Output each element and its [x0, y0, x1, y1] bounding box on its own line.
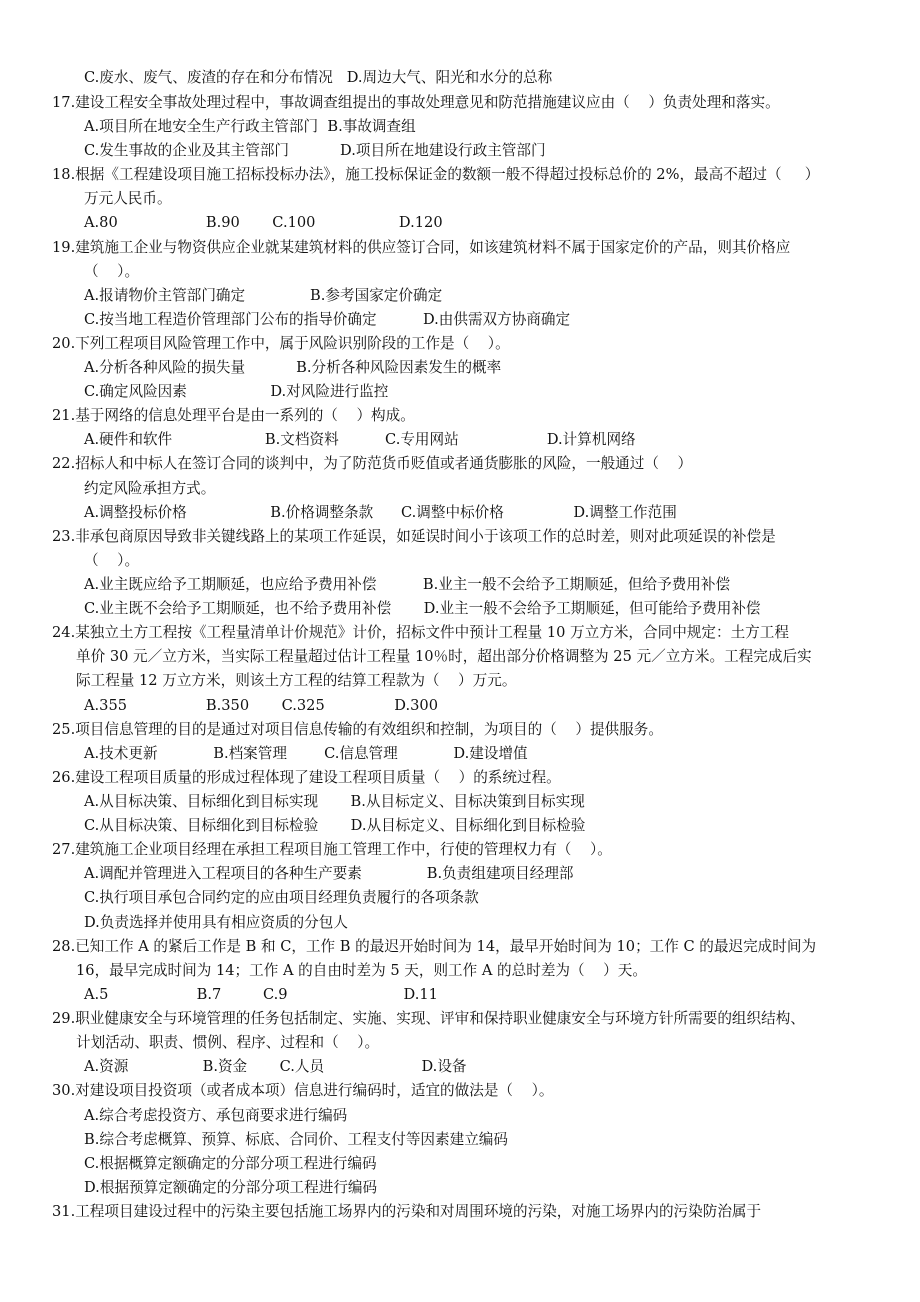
option-line: B.综合考虑概算、预算、标底、合同价、工程支付等因素建立编码 [84, 1131, 508, 1148]
option-line: D.根据预算定额确定的分部分项工程进行编码 [84, 1179, 378, 1196]
option-line: C.废水、废气、废渣的存在和分布情况 D.周边大气、阳光和水分的总称 [84, 69, 553, 86]
option-line: A.调整投标价格 B.价格调整条款 C.调整中标价格 D.调整工作范围 [84, 504, 677, 521]
option-line: C.从目标决策、目标细化到目标检验 D.从目标定义、目标细化到目标检验 [84, 817, 586, 834]
question-31: 31.工程项目建设过程中的污染主要包括施工场界内的污染和对周围环境的污染，对施工场界内的污染防治属于 [52, 1203, 762, 1220]
question-continuation: （ ）。 [84, 552, 140, 569]
question-18: 18.根据《工程建设项目施工招标投标办法》，施工投标保证金的数额一般不得超过投标总价的 2%，最高不超过（ ） [52, 166, 820, 183]
option-line: A.报请物价主管部门确定 B.参考国家定价确定 [84, 287, 443, 304]
question-28: 28.已知工作 A 的紧后工作是 B 和 C，工作 B 的最迟开始时间为 14，最早开始时间为 10；工作 C 的最迟完成时间为 [52, 938, 817, 955]
option-line: C.执行项目承包合同约定的应由项目经理负责履行的各项条款 [84, 889, 479, 906]
question-17: 17.建设工程安全事故处理过程中，事故调查组提出的事故处理意见和防范措施建议应由（ ）负责处理和落实。 [52, 94, 780, 111]
question-continuation: 计划活动、职责、惯例、程序、过程和（ ）。 [76, 1034, 380, 1051]
option-line: A.综合考虑投资方、承包商要求进行编码 [84, 1107, 348, 1124]
option-line: C.发生事故的企业及其主管部门 D.项目所在地建设行政主管部门 [84, 142, 546, 159]
option-line: A.5 B.7 C.9 D.11 [84, 986, 438, 1003]
question-24: 24.某独立土方工程按《工程量清单计价规范》计价，招标文件中预计工程量 10 万立方米，合同中规定：土方工程 [52, 624, 789, 641]
question-29: 29.职业健康安全与环境管理的任务包括制定、实施、实现、评审和保持职业健康安全与环境方针所需要的组织结构、 [52, 1010, 805, 1027]
question-26: 26.建设工程项目质量的形成过程体现了建设工程项目质量（ ）的系统过程。 [52, 769, 561, 786]
question-25: 25.项目信息管理的目的是通过对项目信息传输的有效组织和控制，为项目的（ ）提供服务。 [52, 721, 663, 738]
question-continuation: 16，最早完成时间为 14；工作 A 的自由时差为 5 天，则工作 A 的总时差为（ ）天。 [76, 962, 647, 979]
question-continuation: （ ）。 [84, 263, 140, 280]
question-22: 22.招标人和中标人在签订合同的谈判中，为了防范货币贬值或者通货膨胀的风险，一般通过（ ） [52, 455, 693, 472]
option-line: C.业主既不会给予工期顺延，也不给予费用补偿 D.业主一般不会给予工期顺延，但可能给予费用补偿 [84, 600, 761, 617]
question-21: 21.基于网络的信息处理平台是由一系列的（ ）构成。 [52, 407, 415, 424]
option-line: A.业主既应给予工期顺延，也应给予费用补偿 B.业主一般不会给予工期顺延，但给予费用补偿 [84, 576, 731, 593]
question-30: 30.对建设项目投资项（或者成本项）信息进行编码时，适宜的做法是（ ）。 [52, 1082, 554, 1099]
question-continuation: 际工程量 12 万立方米，则该土方工程的结算工程款为（ ）万元。 [76, 672, 517, 689]
option-line: A.资源 B.资金 C.人员 D.设备 [84, 1058, 467, 1075]
option-line: C.确定风险因素 D.对风险进行监控 [84, 383, 389, 400]
question-continuation: 约定风险承担方式。 [84, 480, 216, 497]
option-line: D.负责选择并使用具有相应资质的分包人 [84, 914, 348, 931]
question-23: 23.非承包商原因导致非关键线路上的某项工作延误，如延误时间小于该项工作的总时差，则对此项延误的补偿是 [52, 528, 776, 545]
option-line: A.分析各种风险的损失量 B.分析各种风险因素发生的概率 [84, 359, 502, 376]
option-line: A.355 B.350 C.325 D.300 [84, 697, 438, 714]
question-continuation: 万元人民币。 [84, 190, 172, 207]
option-line: A.硬件和软件 B.文档资料 C.专用网站 D.计算机网络 [84, 431, 636, 448]
option-line: A.技术更新 B.档案管理 C.信息管理 D.建设增值 [84, 745, 528, 762]
question-continuation: 单价 30 元／立方米，当实际工程量超过估计工程量 10％时，超出部分价格调整为 25 元／立方米。工程完成后实 [76, 648, 812, 665]
option-line: A.项目所在地安全生产行政主管部门 B.事故调查组 [84, 118, 416, 135]
option-line: A.80 B.90 C.100 D.120 [84, 214, 443, 231]
option-line: A.从目标决策、目标细化到目标实现 B.从目标定义、目标决策到目标实现 [84, 793, 585, 810]
option-line: C.根据概算定额确定的分部分项工程进行编码 [84, 1155, 377, 1172]
option-line: C.按当地工程造价管理部门公布的指导价确定 D.由供需双方协商确定 [84, 311, 571, 328]
option-line: A.调配并管理进入工程项目的各种生产要素 B.负责组建项目经理部 [84, 865, 574, 882]
question-19: 19.建筑施工企业与物资供应企业就某建筑材料的供应签订合同，如该建筑材料不属于国家定价的产品，则其价格应 [52, 239, 791, 256]
question-27: 27.建筑施工企业项目经理在承担工程项目施工管理工作中，行使的管理权力有（ ）。 [52, 841, 612, 858]
question-20: 20.下列工程项目风险管理工作中，属于风险识别阶段的工作是（ ）。 [52, 335, 510, 352]
